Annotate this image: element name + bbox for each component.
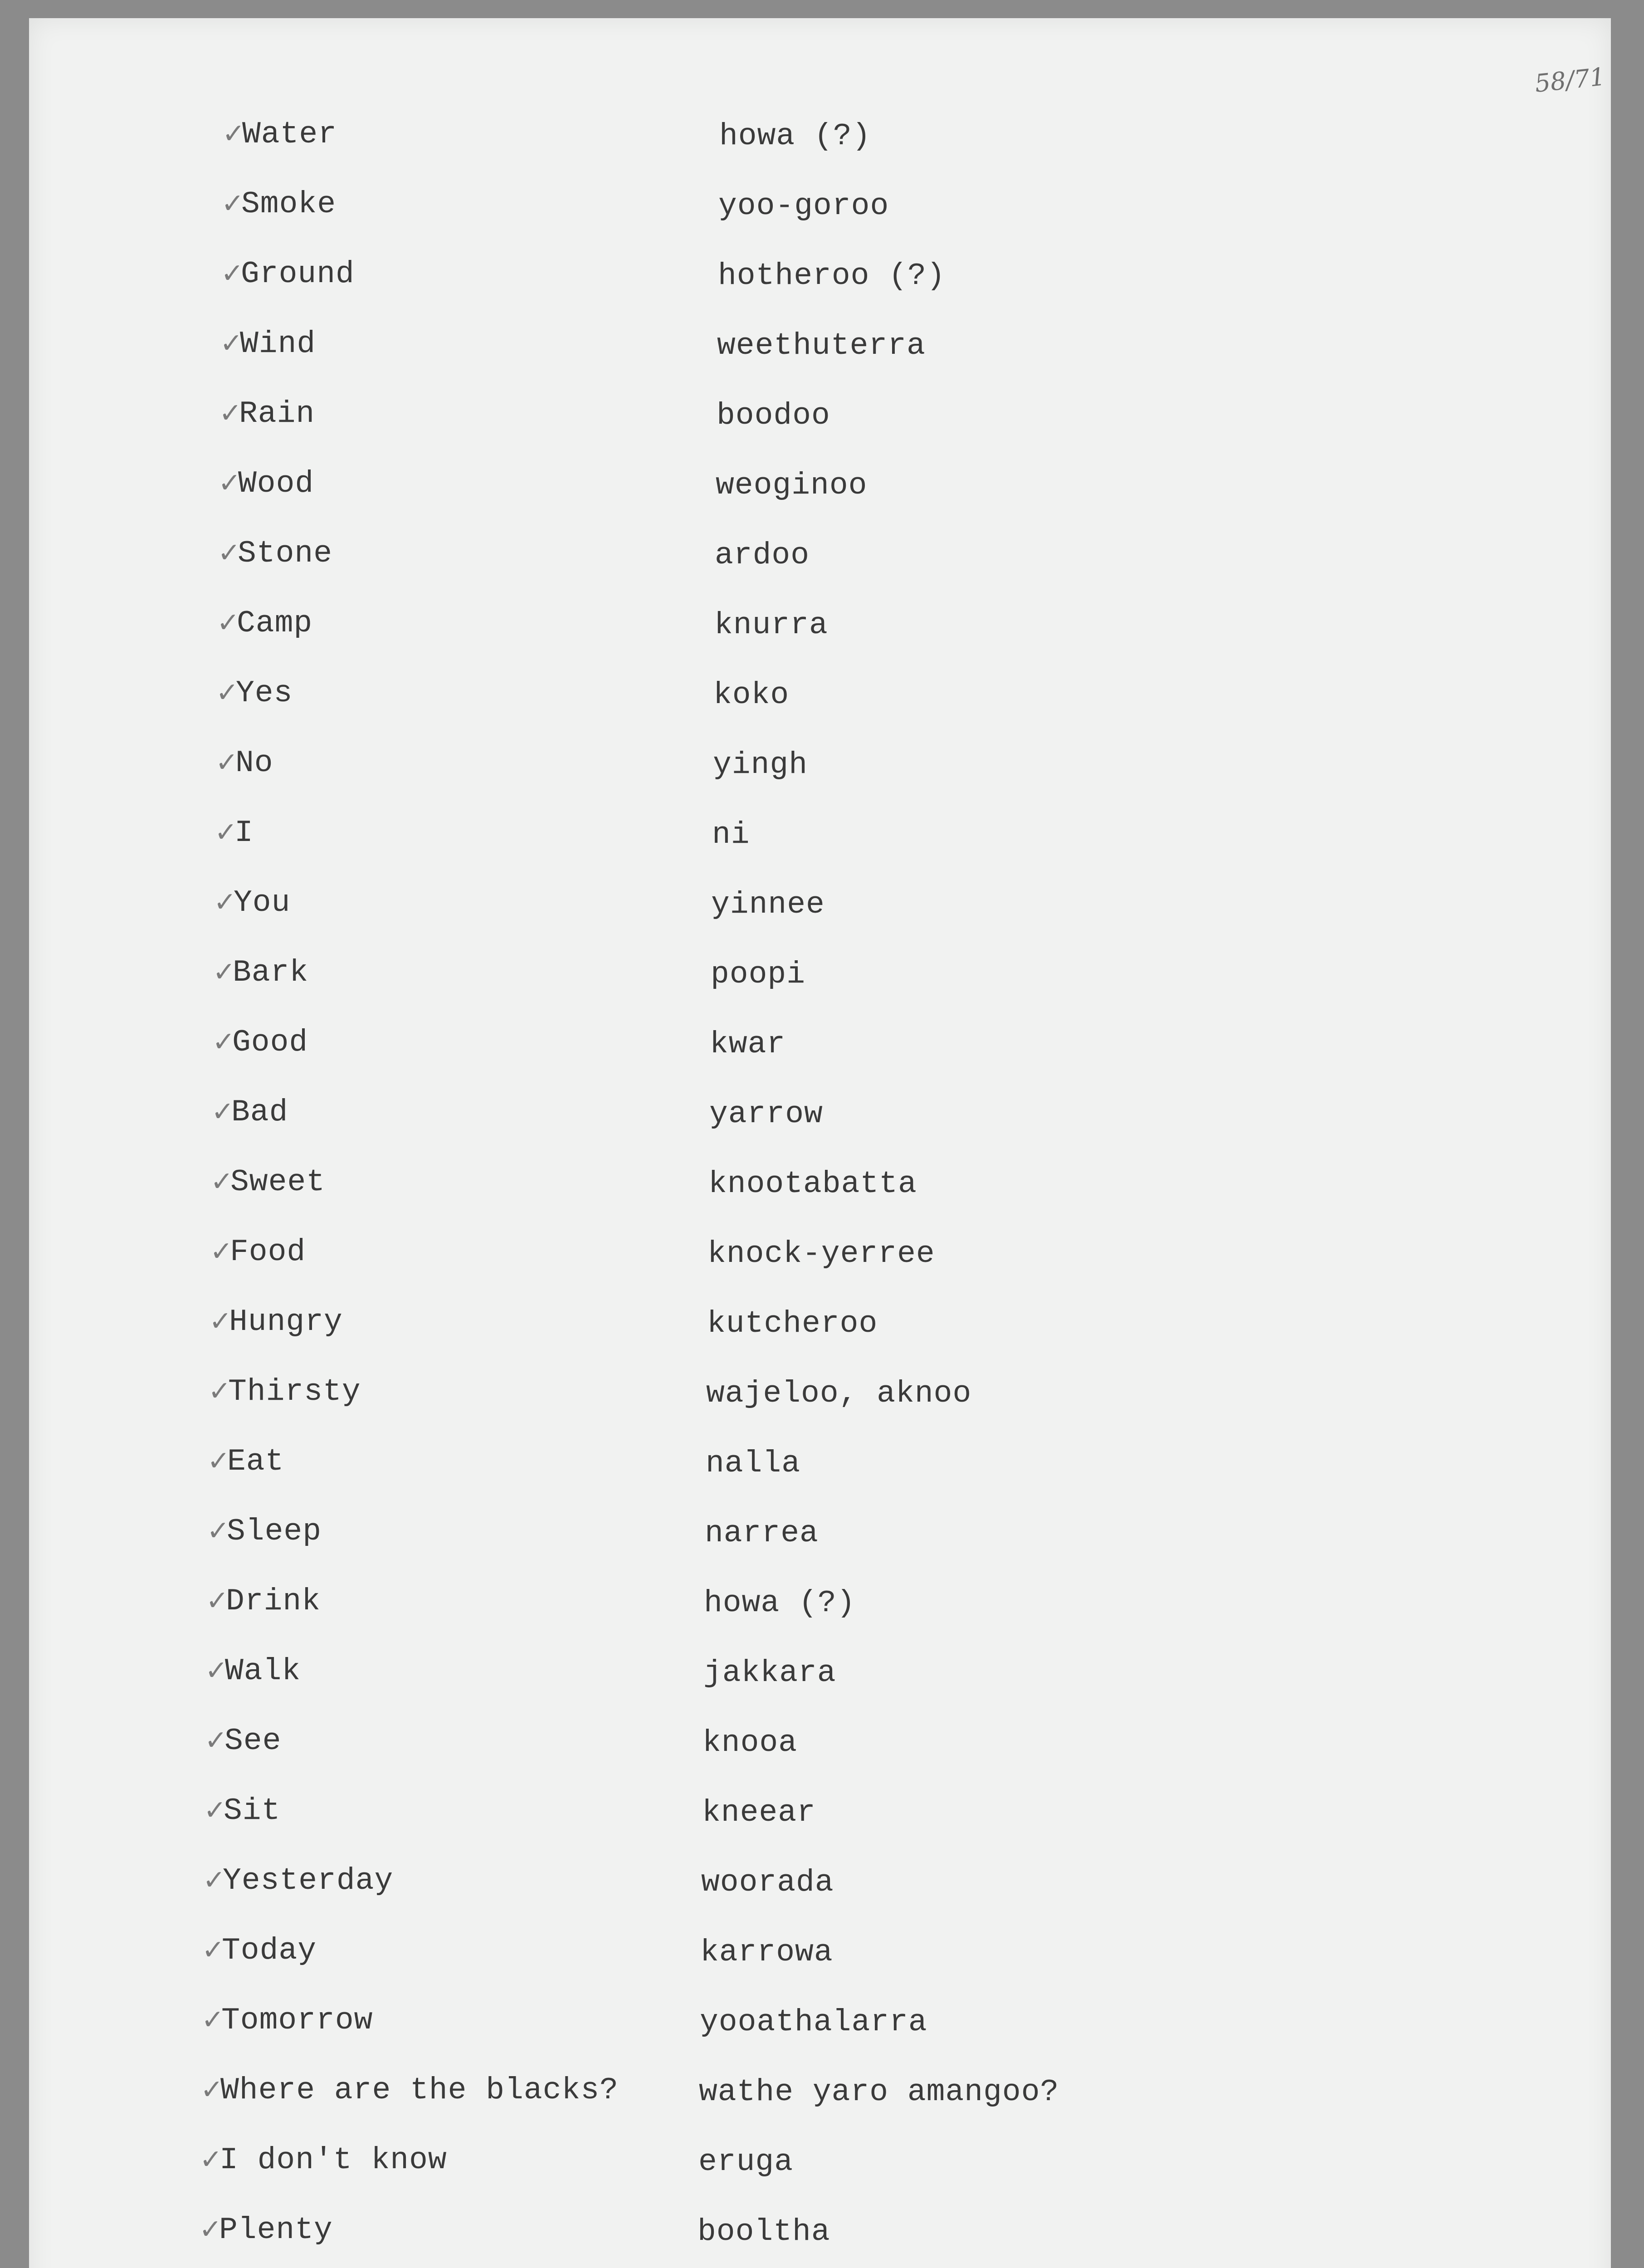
native-word: wathe yaro amangoo?: [699, 2075, 1059, 2110]
native-word: kutcheroo: [707, 1306, 878, 1341]
native-word: yarrow: [709, 1097, 823, 1132]
vocabulary-row: [29, 1724, 1611, 1774]
english-word: Bad: [231, 1095, 288, 1130]
checkmark-icon: ✓: [222, 118, 245, 150]
english-word: Stone: [238, 536, 333, 571]
native-word: howa (?): [704, 1586, 856, 1621]
native-word: weethuterra: [717, 328, 926, 363]
native-word: koko: [713, 678, 790, 713]
native-word: knootabatta: [708, 1167, 917, 1202]
english-word: Water: [242, 117, 337, 152]
vocabulary-row: [29, 117, 1611, 167]
vocabulary-row: [29, 676, 1611, 726]
english-word: Wind: [240, 327, 316, 362]
vocabulary-list: [29, 18, 1611, 2268]
checkmark-icon: ✓: [209, 1305, 232, 1337]
english-word: Smoke: [241, 187, 337, 222]
checkmark-icon: ✓: [212, 1026, 235, 1058]
checkmark-icon: ✓: [208, 1375, 231, 1407]
checkmark-icon: ✓: [218, 537, 241, 569]
checkmark-icon: ✓: [200, 2144, 223, 2175]
checkmark-icon: ✓: [210, 1166, 234, 1198]
native-word: yingh: [713, 748, 808, 782]
native-word: jakkara: [703, 1656, 836, 1691]
native-word: karrowa: [700, 1935, 833, 1970]
english-word: Sit: [224, 1794, 281, 1828]
english-word: Thirsty: [228, 1374, 361, 1409]
english-word: Good: [232, 1025, 308, 1060]
vocabulary-row: [29, 885, 1611, 935]
checkmark-icon: ✓: [214, 886, 237, 918]
vocabulary-row: [29, 466, 1611, 516]
vocabulary-row: [29, 396, 1611, 446]
english-word: Drink: [226, 1584, 321, 1619]
english-word: Walk: [225, 1654, 301, 1689]
vocabulary-row: [29, 1165, 1611, 1215]
vocabulary-row: [29, 606, 1611, 656]
vocabulary-row: [29, 1235, 1611, 1285]
native-word: woorada: [701, 1865, 834, 1900]
english-word: Where are the blacks?: [220, 2073, 619, 2108]
checkmark-icon: ✓: [215, 747, 239, 778]
english-word: Ground: [241, 257, 355, 292]
checkmark-icon: ✓: [221, 188, 244, 220]
vocabulary-row: [29, 816, 1611, 865]
vocabulary-row: [29, 1863, 1611, 1913]
native-word: yoo-goroo: [718, 189, 889, 224]
english-word: Plenty: [219, 2213, 333, 2248]
native-word: narrea: [705, 1516, 819, 1551]
english-word: Tomorrow: [221, 2003, 373, 2038]
vocabulary-row: [29, 1374, 1611, 1424]
checkmark-icon: ✓: [202, 1934, 225, 1966]
native-word: knurra: [714, 608, 828, 643]
native-word: yinnee: [711, 887, 825, 922]
vocabulary-row: [29, 1933, 1611, 1983]
vocabulary-row: [29, 2073, 1611, 2123]
checkmark-icon: ✓: [199, 2214, 222, 2245]
english-word: Hungry: [229, 1305, 343, 1339]
english-word: You: [234, 885, 291, 920]
checkmark-icon: ✓: [207, 1445, 230, 1477]
typed-sheet: [29, 18, 1611, 2268]
native-word: eruga: [698, 2145, 794, 2180]
checkmark-icon: ✓: [205, 1725, 228, 1756]
english-word: Yesterday: [223, 1863, 394, 1898]
native-word: ardoo: [715, 538, 810, 573]
native-word: yooathalarra: [700, 2005, 927, 2040]
vocabulary-row: [29, 1305, 1611, 1354]
checkmark-icon: ✓: [216, 677, 239, 709]
english-word: No: [235, 746, 273, 781]
vocabulary-row: [29, 1654, 1611, 1704]
folio-number: 58/71: [1533, 62, 1607, 98]
english-word: Bark: [233, 955, 309, 990]
native-word: kwar: [710, 1027, 786, 1062]
native-word: kneear: [702, 1795, 816, 1830]
native-word: weoginoo: [716, 468, 868, 503]
vocabulary-row: [29, 1444, 1611, 1494]
checkmark-icon: ✓: [200, 2074, 224, 2106]
vocabulary-row: [29, 2003, 1611, 2053]
native-word: ni: [712, 817, 750, 852]
english-word: Rain: [239, 396, 315, 431]
vocabulary-row: [29, 327, 1611, 376]
checkmark-icon: ✓: [218, 467, 241, 499]
checkmark-icon: ✓: [203, 1864, 226, 1896]
vocabulary-row: [29, 536, 1611, 586]
native-word: boodoo: [717, 398, 830, 433]
vocabulary-row: [29, 746, 1611, 796]
vocabulary-row: [29, 257, 1611, 307]
vocabulary-row: [29, 2143, 1611, 2193]
vocabulary-row: [29, 955, 1611, 1005]
vocabulary-row: [29, 1584, 1611, 1634]
english-word: Wood: [238, 466, 314, 501]
checkmark-icon: ✓: [219, 397, 242, 429]
checkmark-icon: ✓: [210, 1236, 233, 1267]
checkmark-icon: ✓: [220, 327, 243, 359]
vocabulary-row: [29, 1025, 1611, 1075]
english-word: I: [234, 816, 254, 850]
vocabulary-row: [29, 1794, 1611, 1843]
vocabulary-row: [29, 1514, 1611, 1564]
english-word: Sweet: [230, 1165, 326, 1200]
english-word: I don't know: [220, 2143, 447, 2178]
english-word: Eat: [227, 1444, 284, 1479]
english-word: Food: [230, 1235, 306, 1270]
native-word: knock-yerree: [707, 1237, 935, 1271]
checkmark-icon: ✓: [201, 2004, 224, 2036]
english-word: Camp: [237, 606, 313, 641]
vocabulary-row: [29, 187, 1611, 237]
english-word: See: [224, 1724, 282, 1759]
english-word: Yes: [236, 676, 293, 711]
checkmark-icon: ✓: [207, 1515, 230, 1547]
checkmark-icon: ✓: [205, 1655, 228, 1686]
native-word: knooa: [702, 1725, 798, 1760]
native-word: nalla: [706, 1446, 801, 1481]
checkmark-icon: ✓: [204, 1794, 227, 1826]
checkmark-icon: ✓: [221, 258, 244, 289]
checkmark-icon: ✓: [217, 607, 240, 639]
english-word: Sleep: [227, 1514, 322, 1549]
native-word: booltha: [698, 2214, 830, 2249]
native-word: hotheroo (?): [718, 259, 946, 293]
native-word: howa (?): [719, 119, 871, 154]
english-word: Today: [222, 1933, 317, 1968]
native-word: poopi: [711, 957, 806, 992]
native-word: wajeloo, aknoo: [706, 1376, 972, 1411]
checkmark-icon: ✓: [211, 1096, 234, 1128]
checkmark-icon: ✓: [215, 816, 238, 848]
checkmark-icon: ✓: [206, 1585, 229, 1617]
vocabulary-row: [29, 1095, 1611, 1145]
checkmark-icon: ✓: [213, 956, 236, 988]
vocabulary-row: [29, 2213, 1611, 2263]
